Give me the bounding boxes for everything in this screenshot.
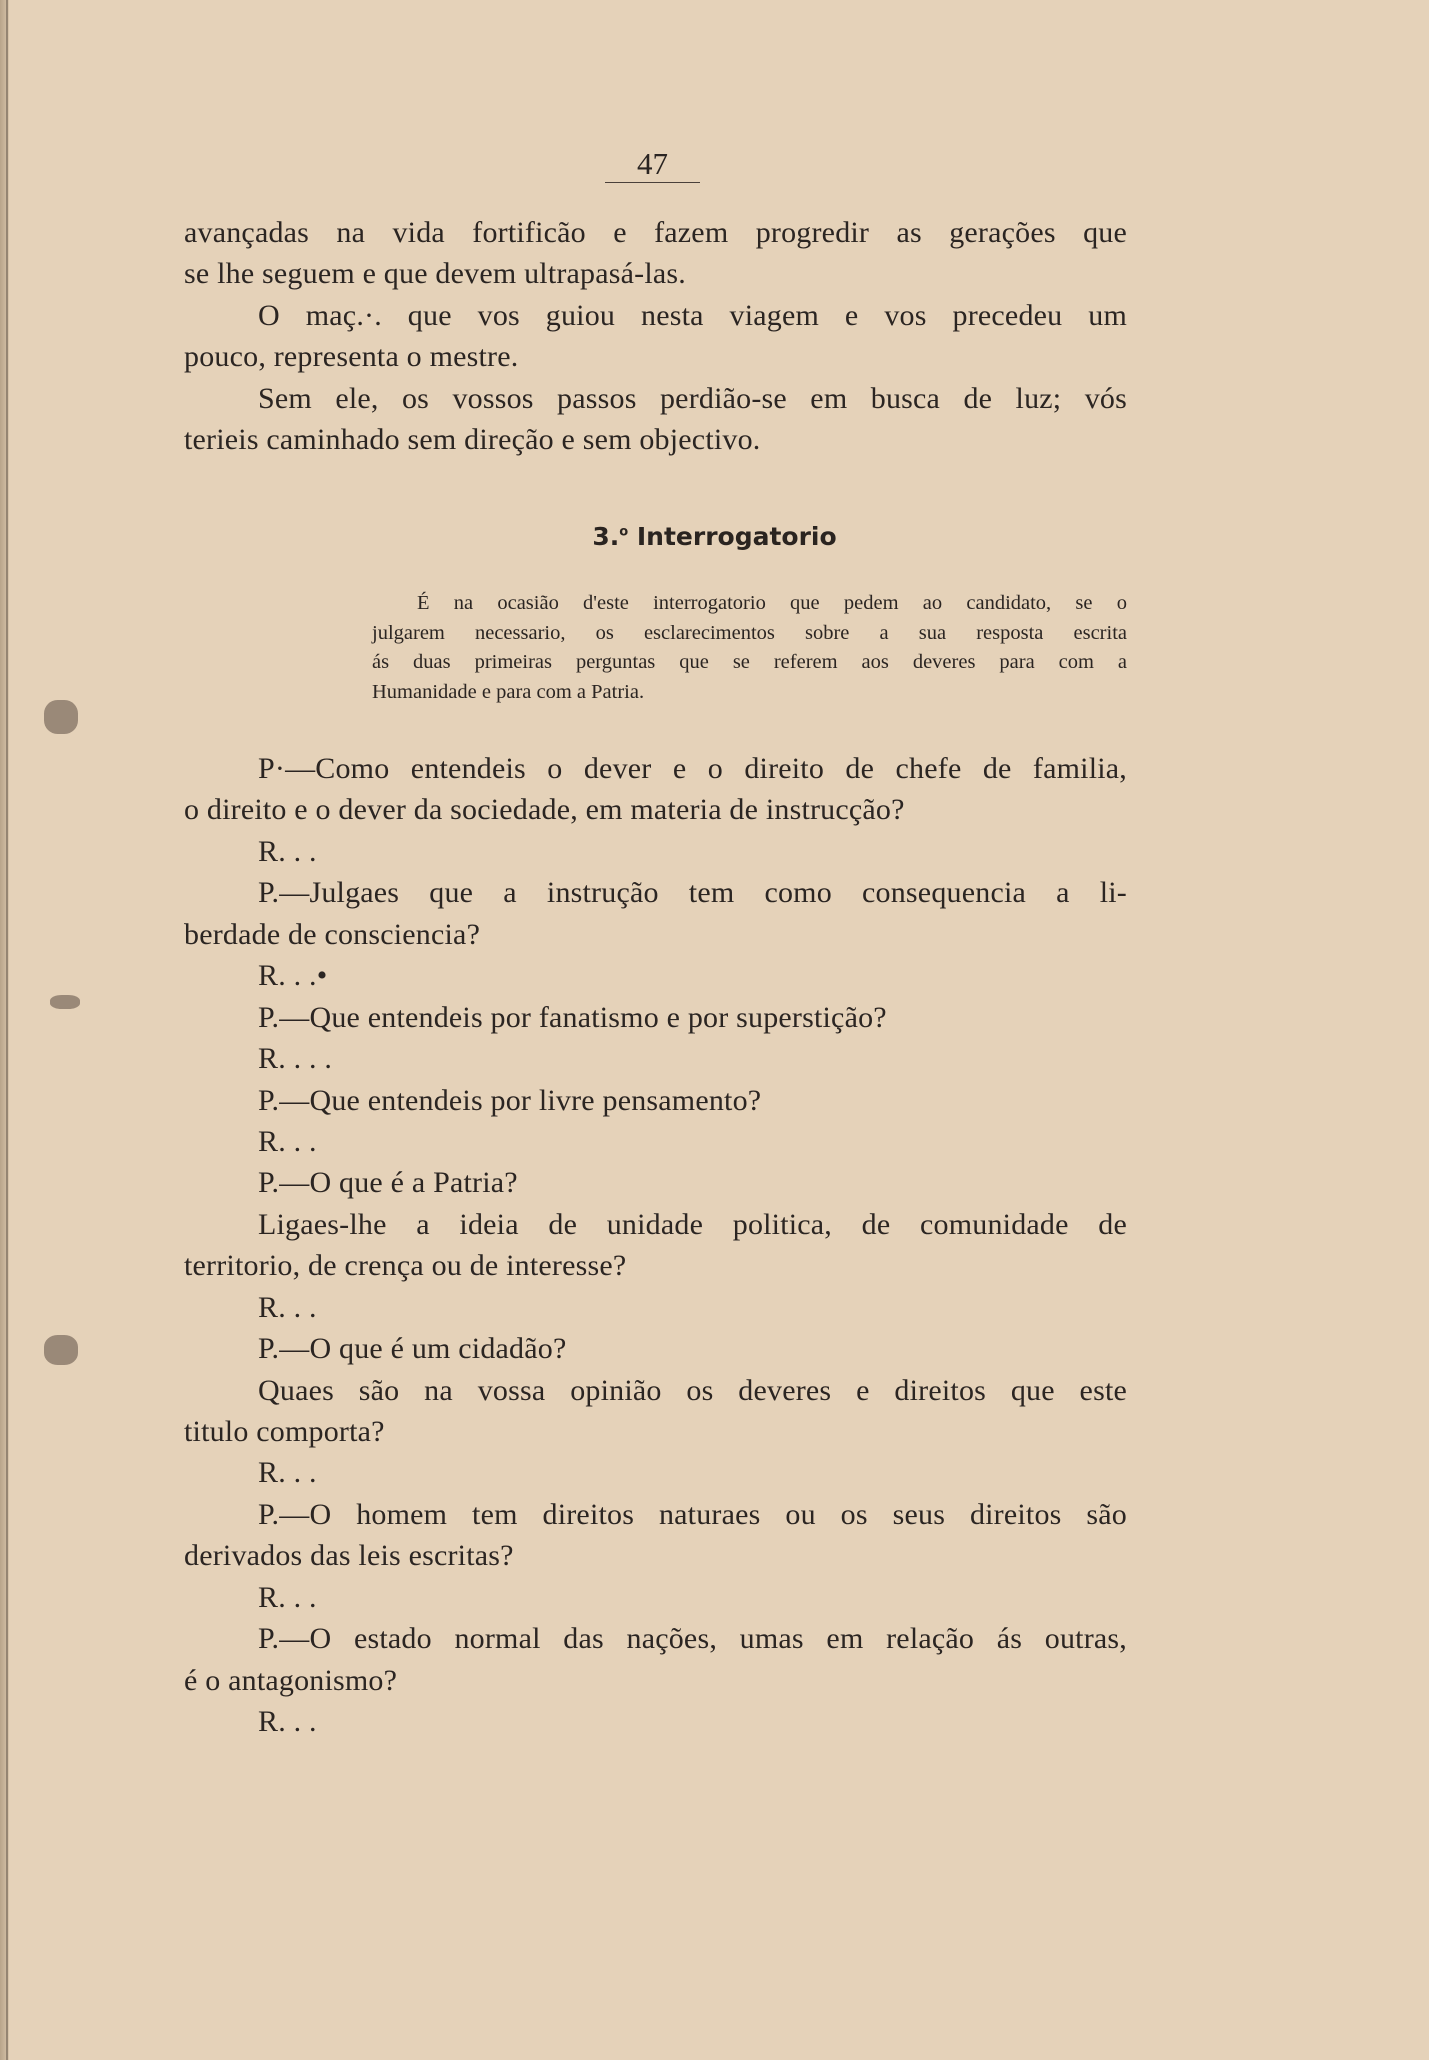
question-line: P.—O que é um cidadão? — [258, 1332, 567, 1366]
question-line: Ligaes-lhe a ideia de unidade politica, de comunidade de — [258, 1207, 1127, 1241]
question-line: Quaes são na vossa opinião os deveres e direitos que este — [258, 1373, 1127, 1407]
question-line: P.—O homem tem direitos naturaes ou os seus direitos são — [258, 1497, 1127, 1531]
heading-ordinal: o — [619, 524, 629, 540]
intro-text — [184, 212, 1127, 461]
section-heading — [0, 522, 1429, 551]
heading-number: 3. — [592, 522, 620, 551]
questions — [184, 748, 1127, 1743]
note-line: ás duas primeiras perguntas que se referem aos deveres para com a — [372, 651, 1127, 673]
answer-line: R. . . — [258, 1290, 317, 1324]
question-line: P.—Que entendeis por livre pensamento? — [258, 1083, 762, 1117]
question-line: derivados das leis escritas? — [184, 1539, 514, 1573]
note-line: Humanidade e para com a Patria. — [372, 680, 645, 703]
answer-line: R. . . — [258, 1456, 317, 1490]
heading-title: Interrogatorio — [636, 522, 837, 551]
text-line: terieis caminhado sem direção e sem objectivo. — [184, 423, 761, 457]
question-line: P·—Como entendeis o dever e o direito de chefe de familia, — [258, 752, 1127, 785]
answer-line: R. . . . — [258, 1042, 333, 1076]
question-line: é o antagonismo? — [184, 1663, 398, 1697]
question-line: titulo comporta? — [184, 1415, 385, 1448]
text-line: O maç.·. que vos guiou nesta viagem e vos precedeu um — [258, 298, 1127, 332]
text-line: se lhe seguem e que devem ultrapasá-las. — [184, 257, 686, 291]
text-line: avançadas na vida fortificão e fazem progredir as gerações que — [184, 216, 1127, 249]
question-line: P.—Julgaes que a instrução tem como consequencia a li- — [258, 876, 1127, 910]
answer-line: R. . . — [258, 1580, 317, 1614]
note-line: É na ocasião d'este interrogatorio que pedem ao candidato, se o — [417, 592, 1127, 614]
stain — [50, 995, 80, 1009]
stain — [44, 1335, 78, 1365]
question-line: P.—Que entendeis por fanatismo e por superstição? — [258, 1000, 887, 1034]
text-line: pouco, representa o mestre. — [184, 340, 519, 374]
question-line: territorio, de crença ou de interesse? — [184, 1249, 627, 1283]
answer-line: R. . .• — [258, 959, 328, 993]
text-line: Sem ele, os vossos passos perdião-se em busca de luz; vós — [258, 381, 1127, 415]
answer-line: R. . . — [258, 834, 317, 868]
section-note — [372, 589, 1127, 707]
answer-line: R. . . — [258, 1124, 317, 1158]
question-line: P.—O estado normal das nações, umas em relação ás outras, — [258, 1622, 1127, 1656]
binding-line — [6, 0, 8, 2060]
stain — [44, 700, 78, 734]
question-line: P.—O que é a Patria? — [258, 1166, 518, 1200]
answer-line: R. . . — [258, 1705, 317, 1739]
note-line: julgarem necessario, os esclarecimentos sobre a sua resposta escrita — [372, 621, 1127, 644]
question-line: o direito e o dever da sociedade, em materia de instrucção? — [184, 793, 905, 827]
page-number: 47 — [605, 146, 700, 183]
question-line: berdade de consciencia? — [184, 917, 481, 951]
